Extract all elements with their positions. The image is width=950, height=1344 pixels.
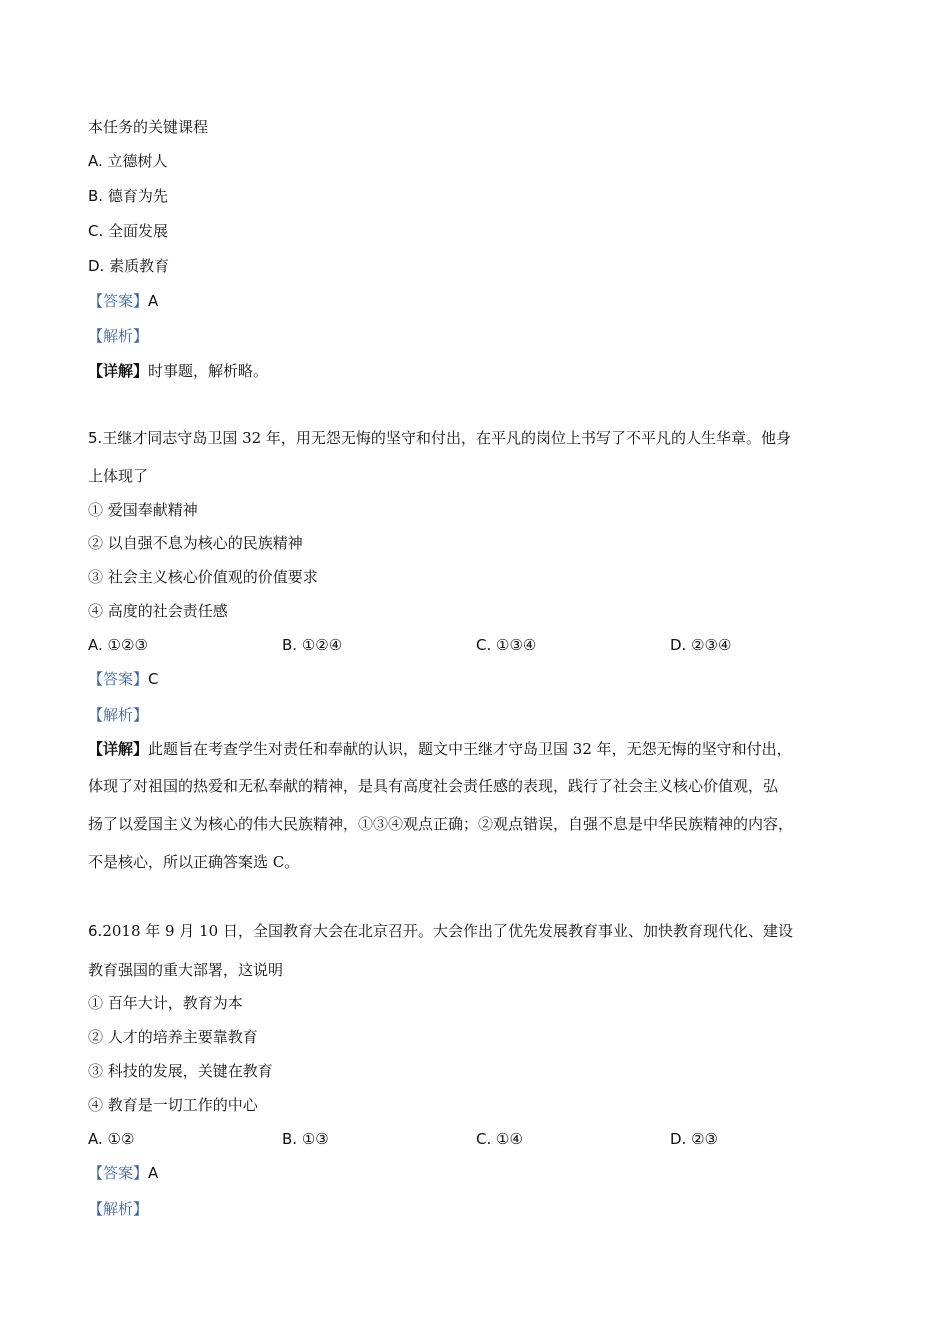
- option-text: 全面发展: [108, 222, 169, 240]
- option-letter: D.: [88, 257, 105, 275]
- q5-stem-line1: [88, 428, 791, 448]
- option-letter: B.: [282, 636, 298, 654]
- q5-answer: [88, 669, 159, 689]
- q4-analysis: [88, 326, 148, 346]
- q4-detail: [88, 361, 268, 381]
- q6-stem-line2: 教育强国的重大部署，这说明: [88, 961, 284, 979]
- option-letter: C.: [476, 636, 492, 654]
- option-text: 德育为先: [107, 187, 168, 205]
- q5-item-1: ① 爱国奉献精神: [88, 501, 198, 519]
- option-text: ①③: [301, 1130, 329, 1148]
- q5-option-b: [282, 635, 342, 655]
- q5-detail-line1: [88, 739, 792, 759]
- q6-item-1: ① 百年大计，教育为本: [88, 994, 243, 1012]
- q6-analysis: [88, 1199, 148, 1219]
- q6-item-4: ④ 教育是一切工作的中心: [88, 1096, 258, 1114]
- option-text: ①④: [496, 1130, 523, 1148]
- analysis-tag: 【解析】: [88, 327, 149, 345]
- q6-option-a: [88, 1129, 134, 1149]
- q5-options-row: [88, 635, 878, 655]
- q5-option-a: [88, 635, 148, 655]
- option-letter: D.: [670, 1130, 687, 1148]
- q6-item-2: ② 人才的培养主要靠教育: [88, 1028, 258, 1046]
- q6-option-d: [670, 1129, 718, 1149]
- detail-tag: 【详解】: [88, 362, 149, 380]
- analysis-tag: 【解析】: [88, 1200, 149, 1218]
- q5-item-2: ② 以自强不息为核心的民族精神: [88, 534, 303, 552]
- option-text: ②③④: [691, 636, 732, 654]
- answer-value: A: [148, 1164, 159, 1182]
- q5-item-4: ④ 高度的社会责任感: [88, 602, 228, 620]
- option-text: ①②: [107, 1130, 135, 1148]
- option-text: ①②③: [107, 636, 148, 654]
- q6-stem-line1: [88, 921, 793, 941]
- answer-tag: 【答案】: [88, 670, 149, 688]
- q6-item-3: ③ 科技的发展，关键在教育: [88, 1062, 273, 1080]
- option-text: ①③④: [496, 636, 537, 654]
- option-letter: A.: [88, 1130, 103, 1148]
- option-letter: B.: [88, 187, 104, 205]
- q5-stem-line2: 上体现了: [88, 467, 149, 485]
- analysis-tag: 【解析】: [88, 706, 149, 724]
- q5-option-d: [670, 635, 731, 655]
- q6-option-b: [282, 1129, 329, 1149]
- q5-detail-line3: 扬了以爱国主义为核心的伟大民族精神，①③④观点正确；②观点错误，自强不息是中华民族精神的内容，: [88, 815, 794, 833]
- q4-answer: [88, 291, 158, 311]
- q5-option-c: [476, 635, 536, 655]
- option-letter: B.: [282, 1130, 298, 1148]
- answer-value: A: [148, 292, 159, 310]
- q4-option-b: [88, 186, 168, 206]
- option-text: 素质教育: [109, 257, 170, 275]
- q6-option-c: [476, 1129, 523, 1149]
- q5-detail-line2: 体现了对祖国的热爱和无私奉献的精神，是具有高度社会责任感的表现，践行了社会主义核心价值观，弘: [88, 777, 779, 795]
- answer-value: C: [148, 670, 159, 688]
- detail-tag: 【详解】: [88, 740, 149, 758]
- option-letter: A.: [88, 636, 103, 654]
- q6-options-row: [88, 1129, 878, 1149]
- option-letter: C.: [476, 1130, 492, 1148]
- option-text: 立德树人: [107, 152, 168, 170]
- stem-text: 王继才同志守岛卫国 32 年，用无怨无悔的坚守和付出，在平凡的岗位上书写了不平凡的人生华章。他身: [102, 429, 791, 447]
- q4-option-a: [88, 151, 168, 171]
- question-number: 6.: [88, 922, 103, 940]
- q5-item-3: ③ 社会主义核心价值观的价值要求: [88, 568, 318, 586]
- detail-text: 时事题，解析略。: [148, 362, 269, 380]
- option-letter: A.: [88, 152, 103, 170]
- q5-analysis: [88, 705, 148, 725]
- stem-text: 2018 年 9 月 10 日，全国教育大会在北京召开。大会作出了优先发展教育事业、加快教育现代化、建设: [102, 922, 793, 940]
- option-letter: D.: [670, 636, 687, 654]
- option-letter: C.: [88, 222, 104, 240]
- q4-option-c: [88, 221, 168, 241]
- q5-detail-line4: 不是核心，所以正确答案选 C。: [88, 853, 300, 871]
- question-number: 5.: [88, 429, 103, 447]
- q4-option-d: [88, 256, 169, 276]
- option-text: ②③: [691, 1130, 719, 1148]
- q4-stem-tail: 本任务的关键课程: [88, 118, 209, 136]
- option-text: ①②④: [301, 636, 343, 654]
- answer-tag: 【答案】: [88, 1164, 149, 1182]
- answer-tag: 【答案】: [88, 292, 149, 310]
- detail-text: 此题旨在考查学生对责任和奉献的认识，题文中王继才守岛卫国 32 年，无怨无悔的坚守和付出，: [148, 740, 792, 758]
- q6-answer: [88, 1163, 158, 1183]
